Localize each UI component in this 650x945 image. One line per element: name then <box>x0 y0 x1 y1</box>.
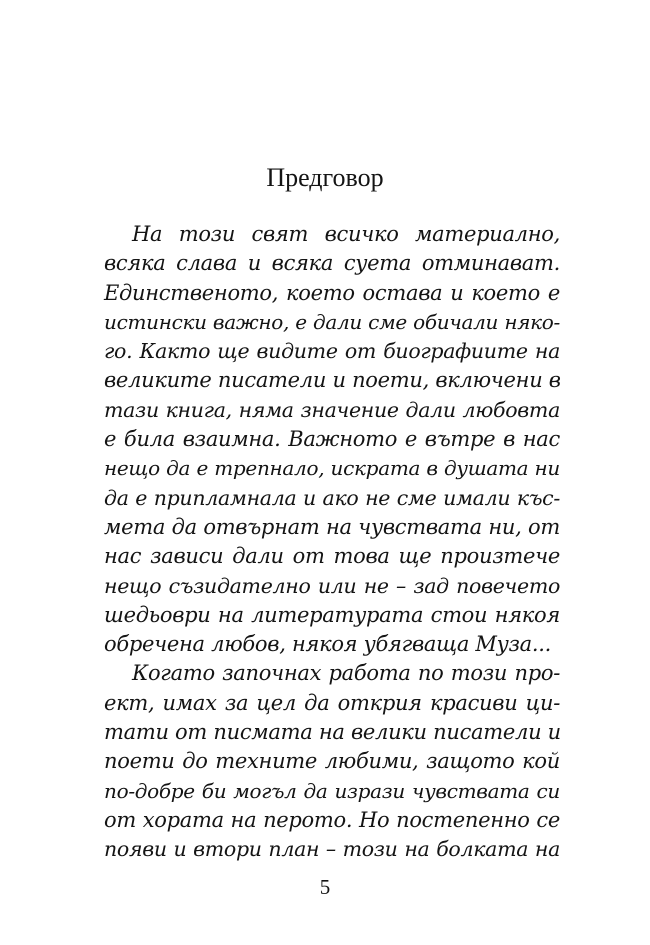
text-line: да е припламнала и ако не сме имали къс- <box>104 485 560 510</box>
text-line: шедьоври на литературата стои някоя <box>104 602 560 627</box>
text-line: появи и втори план – този на болката на <box>104 837 560 862</box>
body-text <box>104 220 560 865</box>
text-line: великите писатели и поети, включени в <box>104 368 561 393</box>
text-line: го. Както ще видите от биографиите на <box>104 339 560 364</box>
text-line: Единственото, което остава и което е <box>104 280 560 305</box>
text-line: тази книга, няма значение дали любовта <box>104 397 560 422</box>
text-line: поети до техните любими, защото кой <box>104 749 560 774</box>
text-line: нещо съзидателно или не – зад повечето <box>104 573 560 598</box>
page-number: 5 <box>319 875 331 899</box>
page-title: Предговор <box>266 163 384 192</box>
text-line: нещо да е трепнало, искрата в душата ни <box>104 456 560 481</box>
text-line: обречена любов, някоя убягваща Муза... <box>104 632 552 657</box>
text-line: мета да отвърнат на чувствата ни, от <box>104 514 560 539</box>
text-line: от хората на перото. Но постепенно се <box>104 807 560 832</box>
text-line: ект, имах за цел да открия красиви ци- <box>104 690 560 715</box>
text-line: тати от писмата на велики писатели и <box>104 720 561 745</box>
text-line: всяка слава и всяка суета отминават. <box>104 251 560 276</box>
text-line: е била взаимна. Важното е вътре в нас <box>104 427 560 452</box>
text-line: нас зависи дали от това ще произтече <box>104 544 560 569</box>
text-line: истински важно, е дали сме обичали няко- <box>104 309 560 334</box>
text-line: по-добре би могъл да изрази чувствата си <box>104 778 560 803</box>
text-line: На този свят всичко материално, <box>132 222 560 246</box>
text-line: Когато започнах работа по този про- <box>132 661 560 686</box>
